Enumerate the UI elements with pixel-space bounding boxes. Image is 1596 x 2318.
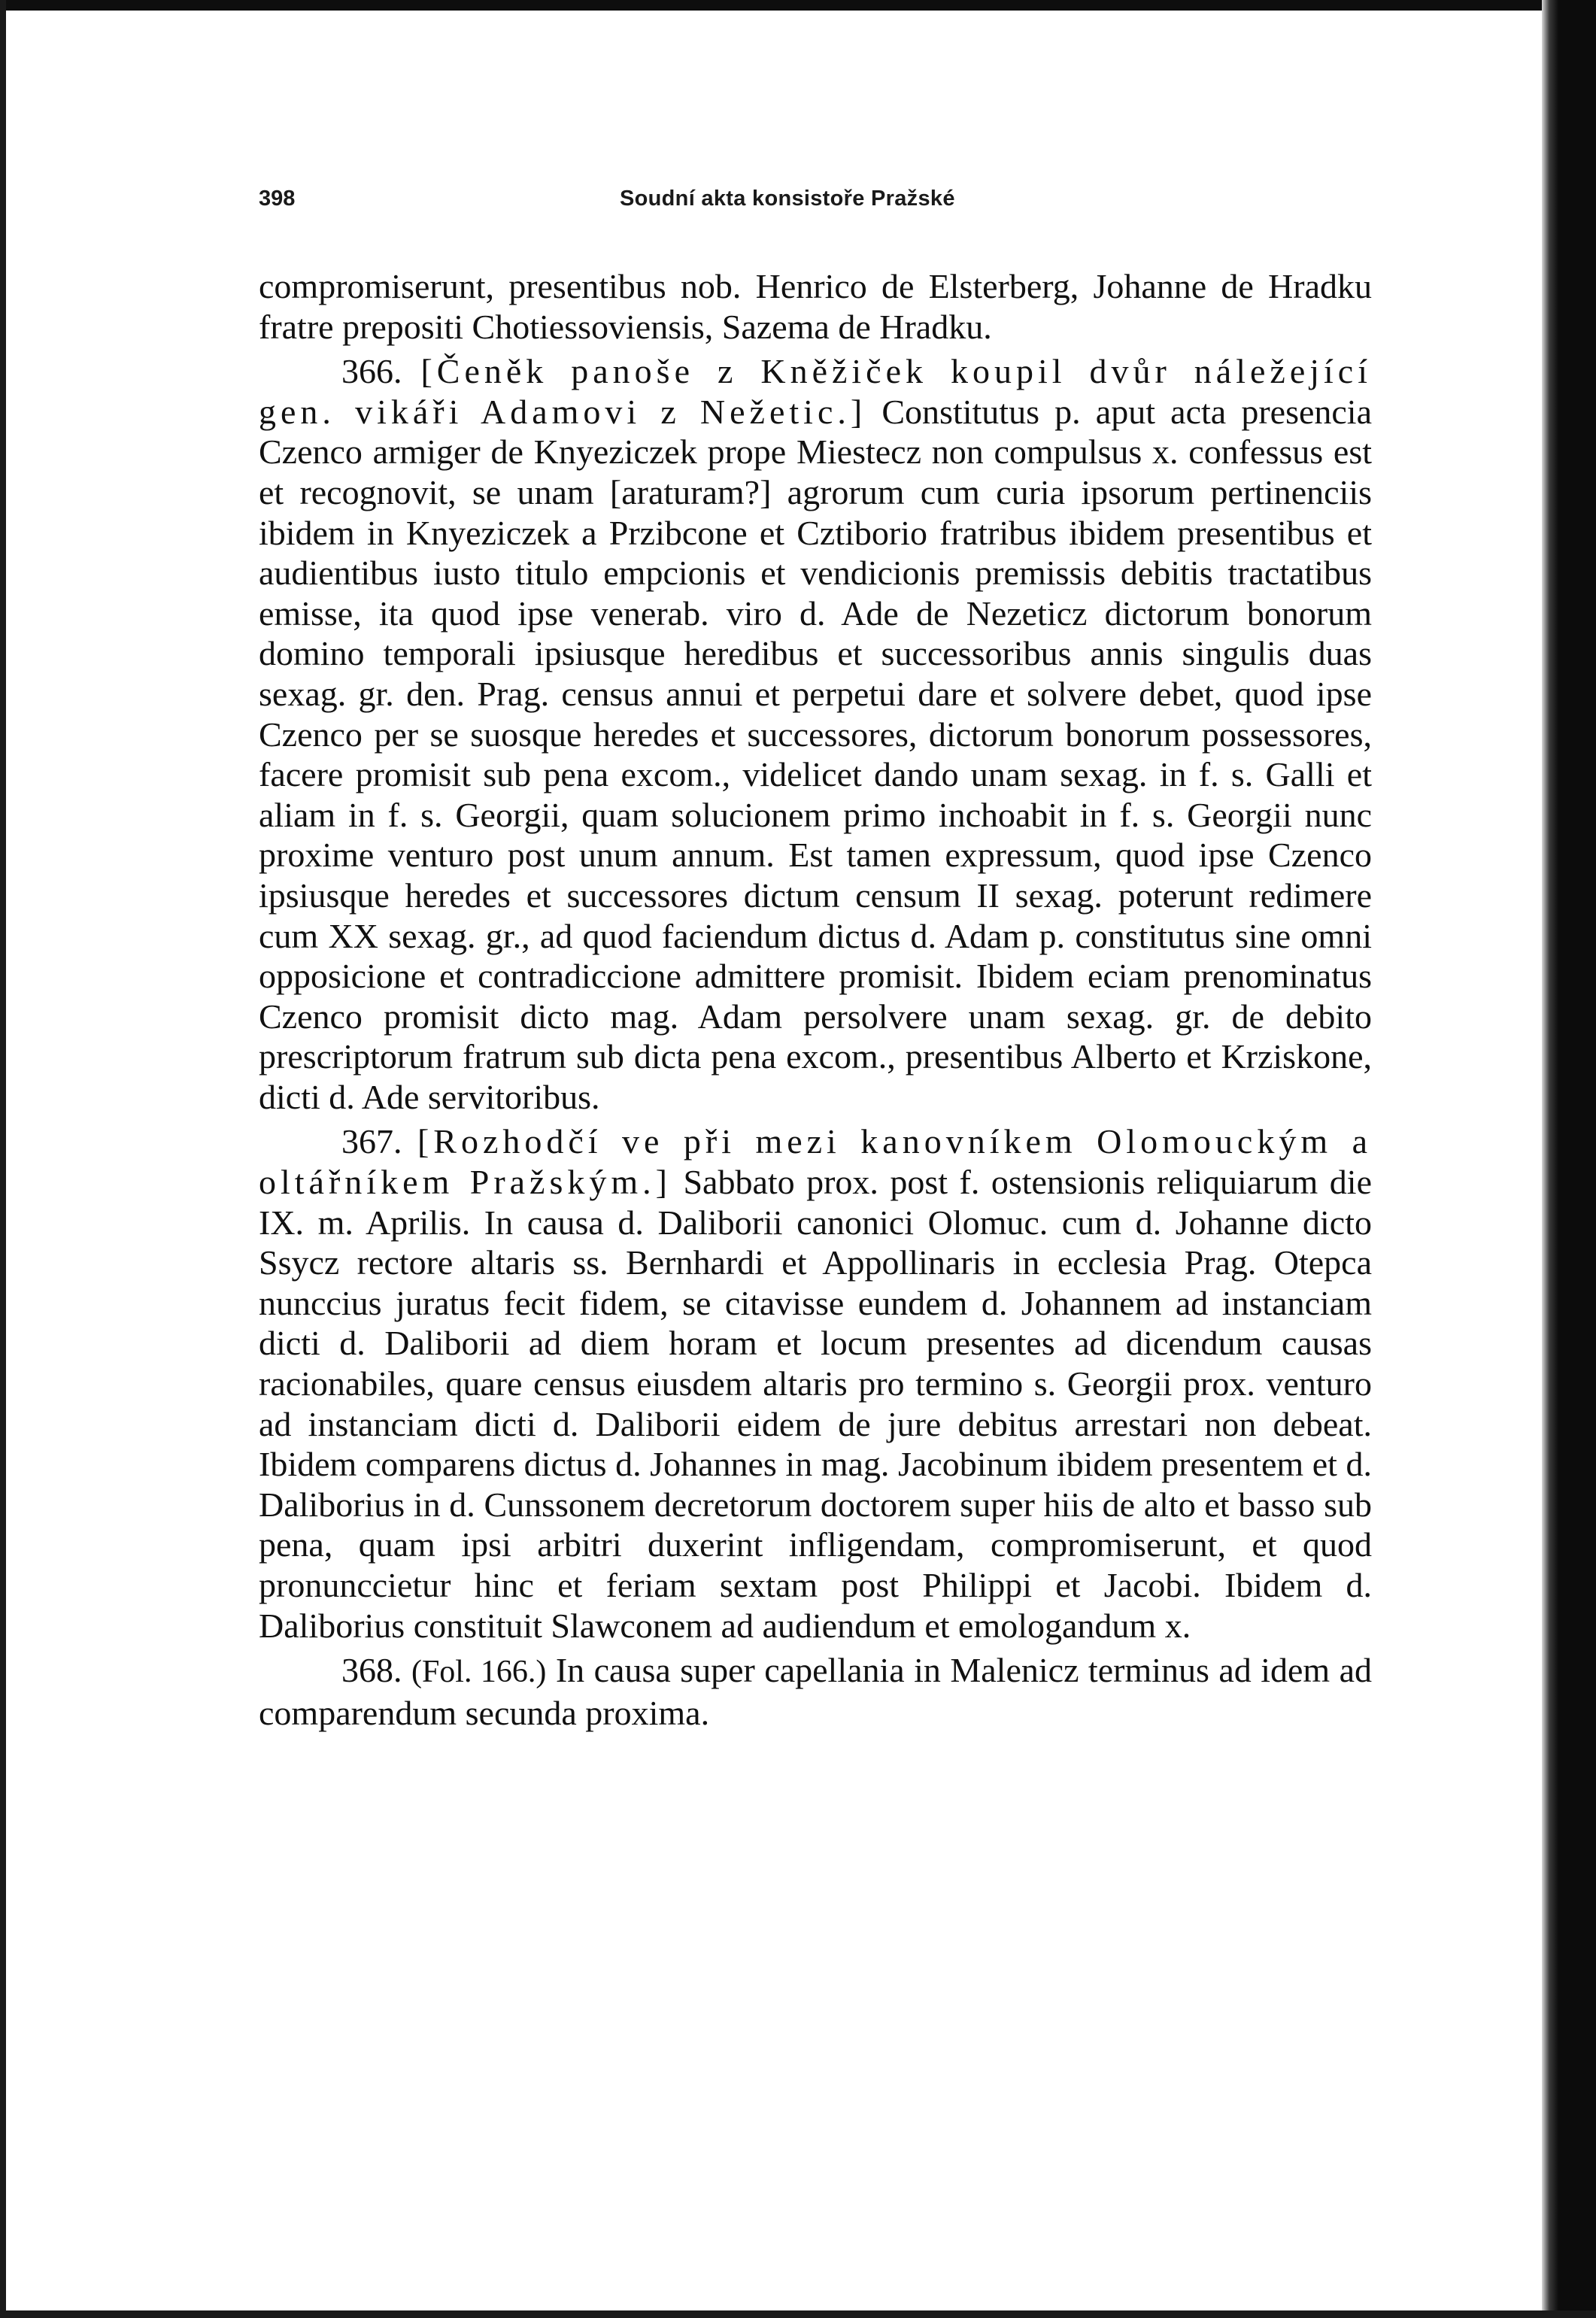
running-head (259, 181, 1372, 226)
entry-number: 367. (341, 1122, 402, 1161)
scan-border-bottom (0, 2310, 1596, 2318)
scan-border-right (1542, 0, 1596, 2318)
entry-367 (259, 1121, 1372, 1646)
scan-border-left (0, 0, 6, 2318)
entry-text: Sabbato prox. post f. ostensionis reliquiarum die IX. m. Aprilis. In causa d. Daliborii canonici Olomuc. cum d. Johanne dicto Ssycz rectore altaris ss. Bernhardi et Appollinaris in ecclesia Prag. Otepca nunccius juratus fecit fidem, se citavisse eundem d. Johannem ad instanciam dicti d. Daliborii ad diem horam et locum presentes ad dicendum causas racionabiles, quare census eiusdem altaris pro termino s. Georgii prox. venturo ad instanciam dicti d. Daliborii eidem de jure debitus arrestari non debeat. Ibidem comparens dictus d. Johannes in mag. Jacobinum ibidem presentem et d. Daliborius in d. Cunssonem decretorum doctorem super hiis de alto et basso sub pena, quam ipsi arbitri duxerint infligendam, compromiserunt, et quod pronunccietur hinc et feriam sextam post Philippi et Jacobi. Ibidem d. Daliborius constituit Slawconem ad audiendum et emologandum x. (259, 1163, 1372, 1645)
entry-number: 366. (341, 352, 402, 391)
paragraph-continuation (259, 266, 1372, 347)
entry-number: 368. (341, 1651, 402, 1690)
page-number: 398 (259, 187, 296, 211)
entry-heading: [Čeněk panoše z Kněžiček koupil dvůr náležející gen. vikáři Adamovi z Nežetic.] (259, 352, 1372, 431)
entry-366 (259, 351, 1372, 1117)
entry-text: In causa super capellania in Malenicz terminus ad idem ad comparendum secunda proxima. (259, 1651, 1373, 1732)
entry-368 (259, 1650, 1372, 1733)
entry-text: Constitutus p. aput acta presencia Czenco armiger de Knyeziczek prope Miestecz non compulsus x. confessus est et recognovit, se unam [araturam?] agrorum cum curia ipsorum pertinenciis ibidem in Knyeziczek a Przibcone et Cztiborio fratribus ibidem presentibus et audientibus iusto titulo empcionis et vendicionis premissis debitis tractatibus emisse, ita quod ipse venerab. viro d. Ade de Nezeticz dictorum bonorum domino temporali ipsiusque heredibus et successoribus annis singulis duas sexag. gr. den. Prag. census annui et perpetui dare et solvere debet, quod ipse Czenco per se suosque heredes et successores, dictorum bonorum possessores, facere promisit sub pena excom., videlicet dando unam sexag. in f. s. Galli et aliam in f. s. Georgii, quam solucionem primo inchoabit in f. s. Georgii nunc proxime venturo post unum annum. Est tamen expressum, quod ipse Czenco ipsiusque heredes et successores dictum censum II sexag. poterunt redimere cum XX sexag. gr., ad quod faciendum dictus d. Adam p. constitutus sine omni opposicione et contradiccione admittere promisit. Ibidem eciam prenominatus Czenco promisit dicto mag. Adam persolvere unam sexag. gr. de debito prescriptorum fratrum sub dicta pena excom., presentibus Alberto et Krziskone, dicti d. Ade servitoribus. (259, 392, 1373, 1116)
scan-border-top (0, 0, 1596, 11)
folio-reference: (Fol. 166.) (411, 1655, 547, 1690)
body-text (259, 266, 1372, 1733)
document-page (259, 181, 1372, 1737)
entry-heading: [Rozhodčí ve při mezi kanovníkem Olomouckým a oltářníkem Pražským.] (259, 1122, 1372, 1202)
paragraph-text: compromiserunt, presentibus nob. Henrico de Elsterberg, Johanne de Hradku fratre prepositi Chotiessoviensis, Sazema de Hradku. (259, 267, 1372, 346)
running-title: Soudní akta konsistoře Pražské (620, 187, 955, 211)
